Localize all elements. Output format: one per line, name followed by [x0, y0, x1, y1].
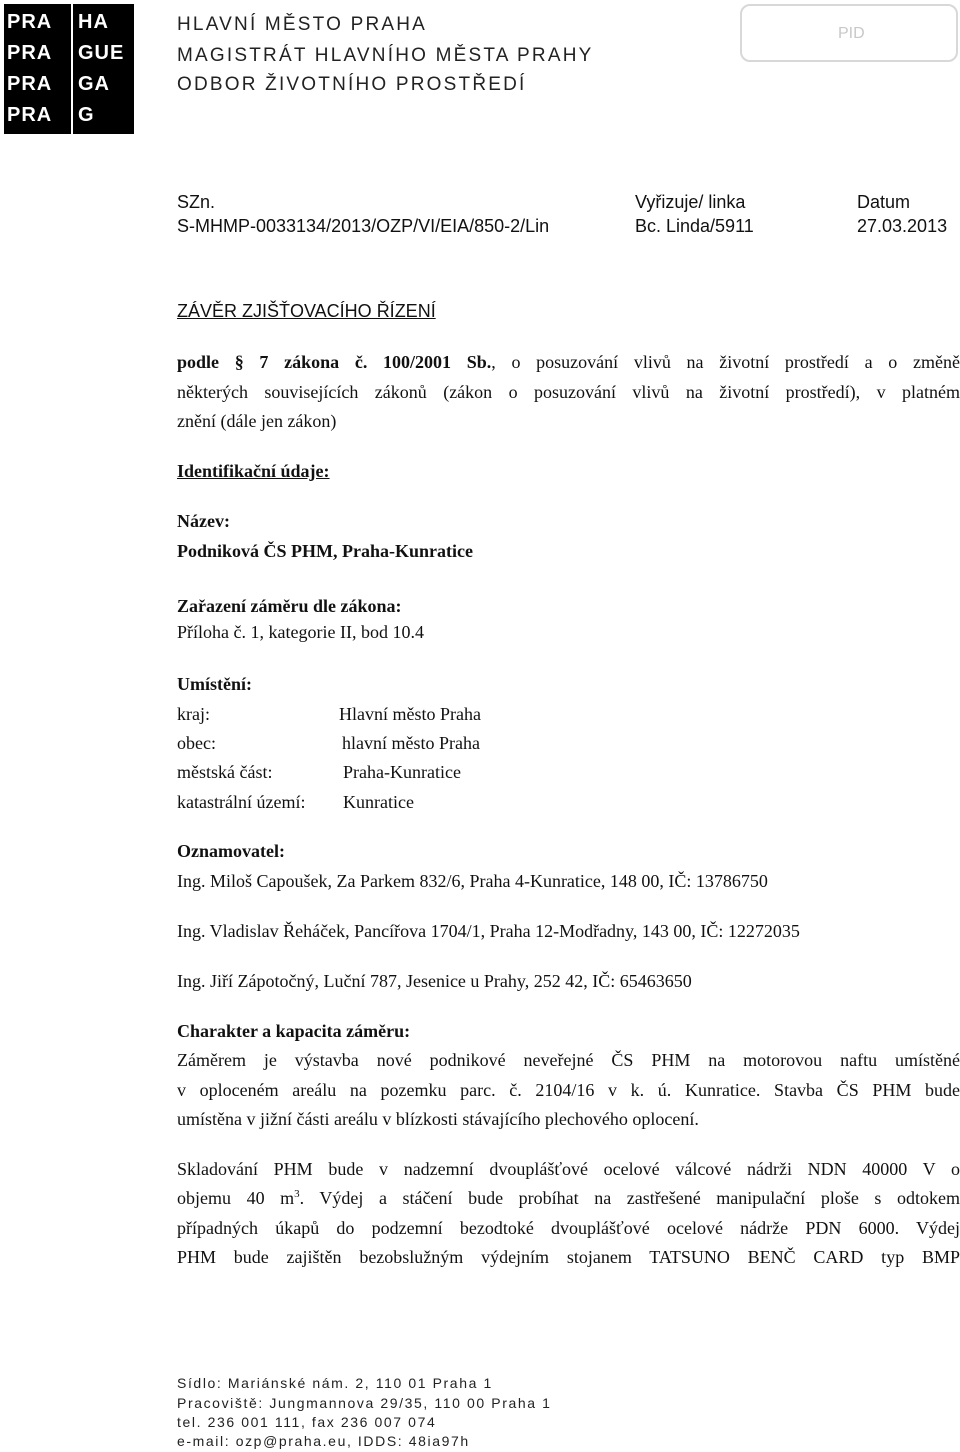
umisteni-label: Umístění: — [177, 674, 252, 694]
prague-logo — [4, 4, 134, 134]
vyrizuje-label: Vyřizuje/ linka — [635, 192, 746, 212]
charakter-text: objemu 40 m — [177, 1188, 295, 1208]
zarazeni-value: Příloha č. 1, kategorie II, bod 10.4 — [177, 622, 424, 642]
datum-value: 27.03.2013 — [857, 216, 948, 236]
logo-text: GUE — [78, 42, 125, 64]
legal-basis-line-3: znění (dále jen zákon) — [177, 411, 337, 431]
footer-email: e-mail: ozp@praha.eu, IDDS: 48ia97h — [177, 1433, 470, 1449]
logo-text: HA — [78, 11, 109, 33]
charakter-text-line — [177, 1187, 960, 1209]
footer-phone: tel. 236 001 111, fax 236 007 074 — [177, 1414, 437, 1430]
pid-box — [740, 4, 958, 62]
szn-label: SZn. — [177, 192, 216, 212]
zarazeni-label: Zařazení záměru dle zákona: — [177, 596, 402, 616]
szn-value: S-MHMP-0033134/2013/OZP/VI/EIA/850-2/Lin — [177, 216, 550, 236]
oznamovatel-label: Oznamovatel: — [177, 841, 285, 861]
org-magistrate: MAGISTRÁT HLAVNÍHO MĚSTA PRAHY — [177, 45, 594, 66]
logo-text: G — [78, 104, 95, 126]
legal-basis-rest: , o posuzování vlivů na životní prostředí a o změně — [491, 352, 960, 372]
charakter-text: PHM bude zajištěn bezobslužným výdejním stojanem TATSUNO BENČ CARD typ BMP — [177, 1247, 960, 1267]
charakter-text: Záměrem je výstavba nové podnikové neveřejné ČS PHM na motorovou naftu umístěné — [177, 1050, 960, 1070]
charakter-text: v oploceném areálu na pozemku parc. č. 2104/16 v k. ú. Kunratice. Stavba ČS PHM bude — [177, 1080, 960, 1100]
umisteni-key: městská část: — [177, 762, 273, 782]
charakter-text: umístěna v jižní části areálu v blízkosti stávajícího plechového oplocení. — [177, 1109, 699, 1129]
footer-address: Sídlo: Mariánské nám. 2, 110 01 Praha 1 — [177, 1375, 493, 1391]
ident-heading: Identifikační údaje: — [177, 461, 330, 481]
umisteni-key: katastrální území: — [177, 792, 306, 812]
oznamovatel-person: Ing. Vladislav Řeháček, Pancířova 1704/1, Praha 12-Modřadny, 143 00, IČ: 12272035 — [177, 921, 800, 941]
org-city: HLAVNÍ MĚSTO PRAHA — [177, 14, 428, 35]
footer-workplace: Pracoviště: Jungmannova 29/35, 110 00 Praha 1 — [177, 1395, 552, 1411]
umisteni-key: kraj: — [177, 704, 210, 724]
legal-basis-line-1 — [177, 351, 960, 373]
oznamovatel-person: Ing. Miloš Capoušek, Za Parkem 832/6, Praha 4-Kunratice, 148 00, IČ: 13786750 — [177, 871, 768, 891]
charakter-text: případných úkapů do podzemní bezodtoké dvouplášťové ocelové nádrže PDN 6000. Výdej — [177, 1218, 960, 1238]
org-department: ODBOR ŽIVOTNÍHO PROSTŘEDÍ — [177, 74, 527, 95]
legal-basis-bold: podle § 7 zákona č. 100/2001 Sb. — [177, 352, 492, 372]
logo-text: PRA — [7, 73, 53, 95]
logo-text: PRA — [7, 42, 53, 64]
logo-text: PRA — [7, 11, 53, 33]
umisteni-value: Kunratice — [343, 792, 414, 812]
logo-text: PRA — [7, 104, 53, 126]
datum-label: Datum — [857, 192, 911, 212]
charakter-label: Charakter a kapacita záměru: — [177, 1021, 411, 1041]
umisteni-value: Praha-Kunratice — [343, 762, 461, 782]
umisteni-value: hlavní město Praha — [342, 733, 480, 753]
umisteni-key: obec: — [177, 733, 216, 753]
document-title: ZÁVĚR ZJIŠŤOVACÍHO ŘÍZENÍ — [177, 301, 436, 321]
charakter-text: Skladování PHM bude v nadzemní dvouplášťové ocelové válcové nádrži NDN 40000 V o — [177, 1159, 960, 1179]
charakter-text: . Výdej a stáčení bude probíhat na zastřešené manipulační ploše s odtokem — [299, 1188, 960, 1208]
nazev-label: Název: — [177, 511, 230, 531]
nazev-value: Podniková ČS PHM, Praha-Kunratice — [177, 541, 473, 561]
logo-text: GA — [78, 73, 110, 95]
umisteni-value: Hlavní město Praha — [339, 704, 481, 724]
oznamovatel-person: Ing. Jiří Zápotočný, Luční 787, Jesenice u Prahy, 252 42, IČ: 65463650 — [177, 971, 692, 991]
superscript: 3 — [294, 1188, 300, 1200]
vyrizuje-value: Bc. Linda/5911 — [635, 216, 754, 236]
legal-basis-line-2: některých souvisejících zákonů (zákon o posuzování vlivů na životní prostředí), v platném — [177, 382, 960, 402]
pid-label: PID — [838, 25, 865, 42]
